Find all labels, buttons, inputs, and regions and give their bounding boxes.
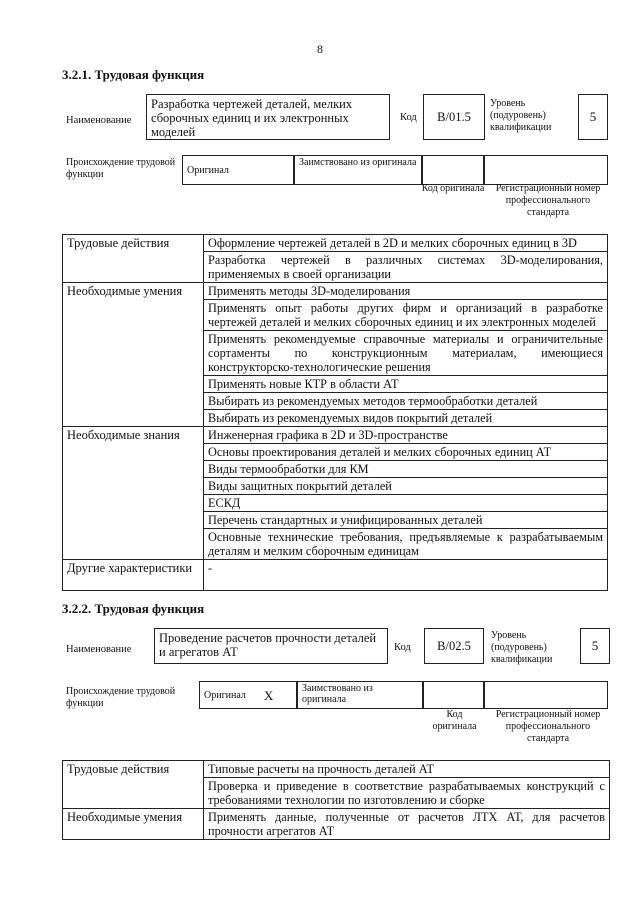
table-cell: Выбирать из рекомендуемых видов покрытий деталей [204,410,608,427]
code-label: Код [400,112,417,123]
level-label: Уровень (подуровень) квалификации [490,98,552,133]
table-cell: Виды термообработки для КМ [204,461,608,478]
table-cell: Применять новые КТР в области АТ [204,376,608,393]
category-cell: Необходимые умения [63,809,204,840]
reg-number-label: Регистрационный номер профессионального стандарта [495,709,601,744]
category-cell: Другие характеристики [63,560,204,591]
table-cell: Выбирать из рекомендуемых методов термообработки деталей [204,393,608,410]
origin-row [199,681,608,709]
table-cell: Проверка и приведение в соответствие разрабатываемых конструкций с требованиями технологии по изготовлению и сборке [204,778,610,809]
borrowed-cell: Заимствовано из оригинала [297,681,423,709]
original-label: Оригинал [204,689,246,701]
code-label: Код [394,642,411,653]
section-title-3-2-1: 3.2.1. Трудовая функция [62,67,205,82]
name-label: Наименование [66,644,132,655]
table-cell: Применять опыт работы других фирм и организаций в разработке чертежей деталей и мелких сборочных единиц и их электронных моделей [204,300,608,331]
reg-number-cell [484,681,608,709]
table-row [63,427,608,444]
function-name-box: Проведение расчетов прочности деталей и агрегатов АТ [154,628,388,664]
table-row [63,283,608,300]
table-cell: Применять методы 3D-моделирования [204,283,608,300]
function-table-3-2-2 [62,760,610,840]
table-cell: Основы проектирования деталей и мелких сборочных единиц АТ [204,444,608,461]
function-code-box: B/01.5 [423,94,485,140]
table-row [63,560,608,591]
origin-code-cell [423,681,484,709]
function-name-box: Разработка чертежей деталей, мелких сборочных единиц и их электронных моделей [146,94,390,140]
original-cell [199,681,297,709]
reg-number-cell [484,155,608,185]
original-mark: X [263,687,274,703]
original-label: Оригинал [187,164,229,176]
origin-row [182,155,608,185]
category-cell: Трудовые действия [63,235,204,283]
table-cell: Виды защитных покрытий деталей [204,478,608,495]
origin-code-cell [422,155,484,185]
name-label: Наименование [66,115,132,126]
table-cell: Перечень стандартных и унифицированных деталей [204,512,608,529]
category-cell: Необходимые знания [63,427,204,560]
table-row [63,761,610,778]
reg-number-label: Регистрационный номер профессионального стандарта [495,183,601,218]
table-cell: Основные технические требования, предъявляемые к разрабатываемым деталям и мелким сборочным единицам [204,529,608,560]
table-row [63,809,610,840]
function-code-box: B/02.5 [424,628,484,664]
table-cell: Применять данные, полученные от расчетов ЛТХ АТ, для расчетов прочности агрегатов АТ [204,809,610,840]
origin-label: Происхождение трудовой функции [66,157,176,180]
qualification-level-box: 5 [580,628,610,664]
level-label: Уровень (подуровень) квалификации [491,630,553,665]
category-cell: Необходимые умения [63,283,204,427]
table-cell: - [204,560,608,591]
section-title-3-2-2: 3.2.2. Трудовая функция [62,601,205,616]
table-cell: ЕСКД [204,495,608,512]
function-table-3-2-1 [62,234,608,591]
category-cell: Трудовые действия [63,761,204,809]
origin-label: Происхождение трудовой функции [66,686,176,709]
table-cell: Типовые расчеты на прочность деталей АТ [204,761,610,778]
table-cell: Применять рекомендуемые справочные материалы и ограничительные сортаменты по конструкционным материалам, имеющиеся конструкторско-технологические решения [204,331,608,376]
table-cell: Разработка чертежей в различных системах 3D-моделирования, применяемых в своей организации [204,252,608,283]
table-cell: Оформление чертежей деталей в 2D и мелких сборочных единиц в 3D [204,235,608,252]
origin-code-label: Код оригинала [432,709,477,732]
page-number: 8 [317,42,323,56]
qualification-level-box: 5 [578,94,608,140]
borrowed-cell: Заимствовано из оригинала [294,155,422,185]
origin-code-label: Код оригинала [421,183,485,194]
original-cell [182,155,294,185]
table-cell: Инженерная графика в 2D и 3D-пространстве [204,427,608,444]
table-row [63,235,608,252]
